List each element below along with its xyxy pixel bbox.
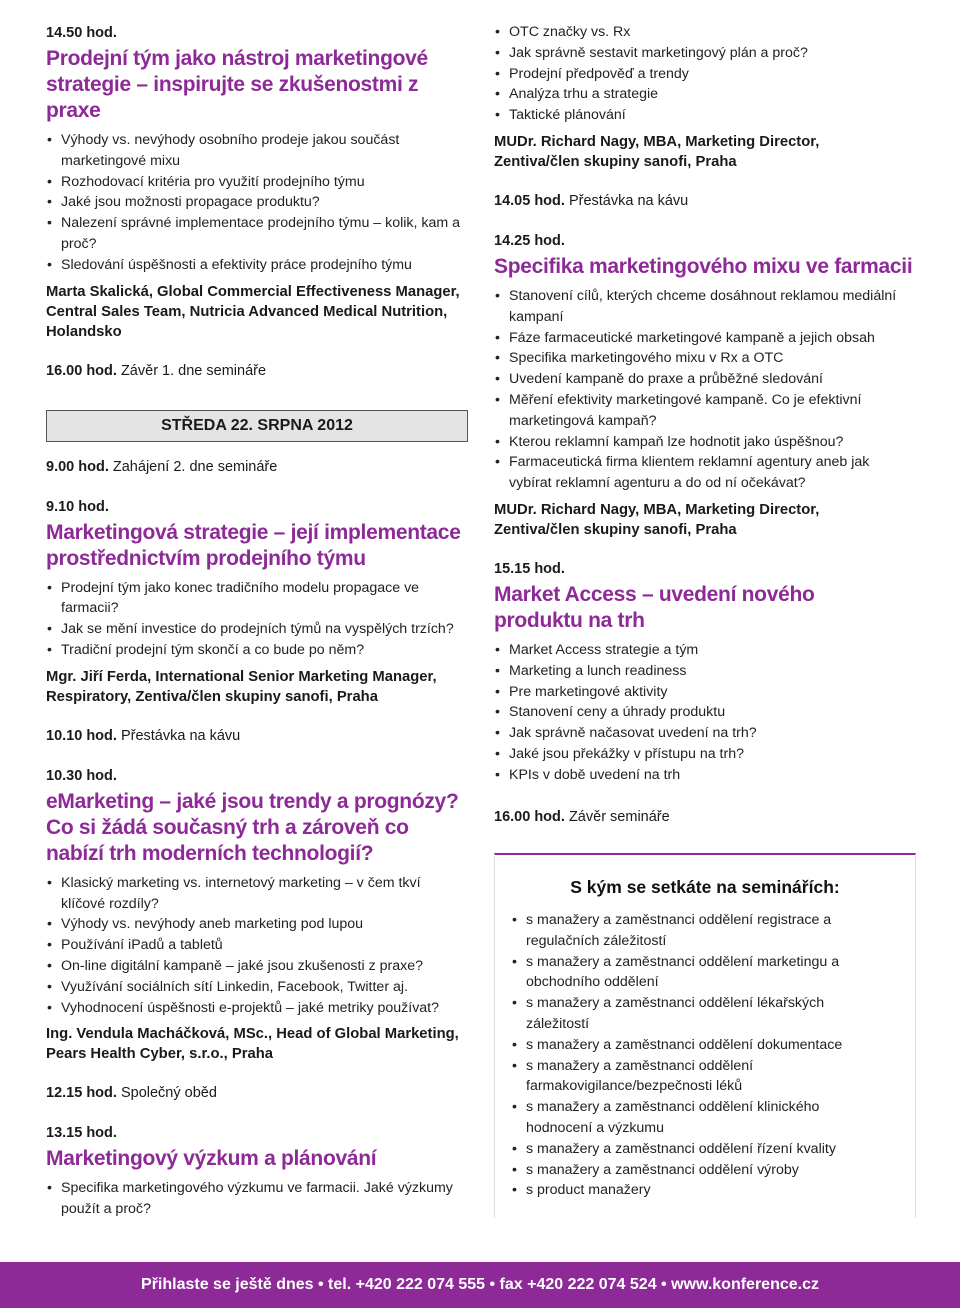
session-title: eMarketing – jaké jsou trendy a prognózy? Co si žádá současný trh a zároveň co nabízí trh moderních technologií? [46,789,459,865]
list-item: • Jak správně sestavit marketingový plán a proč? [494,43,918,64]
list-item: • On-line digitální kampaně – jaké jsou zkušenosti z praxe? [46,956,468,977]
list-item: • Fáze farmaceutické marketingové kampaně a jejich obsah [494,328,918,349]
bullet-list [46,578,468,661]
list-item: • Sledování úspěšnosti a efektivity práce prodejního týmu [46,255,468,276]
speaker: Ing. Vendula Macháčková, MSc., Head of Global Marketing, Pears Health Cyber, s.r.o., Praha [46,1026,459,1063]
list-item: • Farmaceutická firma klientem reklamní agentury aneb jak vybírat reklamní agenturu a do od ní očekávat? [494,452,889,494]
agenda-item: 10.10 hod. Přestávka na kávu [46,727,241,744]
list-item: • s manažery a zaměstnanci oddělení klinického hodnocení a výzkumu [511,1097,846,1139]
audience-title: S kým se setkáte na seminářích: [570,877,840,897]
session-title: Prodejní tým jako nástroj marketingové strategie – inspirujte se zkušenostmi z praxe [46,47,428,122]
session-title: Marketingová strategie – její implementace prostřednictvím prodejního týmu [46,520,461,570]
agenda-item: 16.00 hod. Závěr 1. dne semináře [46,362,267,379]
session-time: 9.10 hod. [46,498,109,515]
list-item: • Měření efektivity marketingové kampaně. Co je efektivní marketingová kampaň? [494,390,879,432]
day-heading: STŘEDA 22. SRPNA 2012 [46,410,468,442]
session-title: Specifika marketingového mixu ve farmacii [494,254,913,278]
list-item: • Taktické plánování [494,105,918,126]
session-time: 14.50 hod. [46,25,117,41]
left-column [46,24,468,1224]
session-time: 10.30 hod. [46,767,117,784]
list-item: • s manažery a zaměstnanci oddělení lékařských záležitostí [511,993,846,1035]
session-time: 13.15 hod. [46,1125,117,1142]
list-item: • Rozhodovací kritéria pro využití prodejního týmu [46,172,468,193]
list-item: • Stanovení cílů, kterých chceme dosáhnout reklamou mediální kampaní [494,286,918,328]
session-time: 15.15 hod. [494,560,565,577]
list-item: • Využívání sociálních sítí Linkedin, Facebook, Twitter aj. [46,977,468,998]
list-item: • s manažery a zaměstnanci oddělení výroby [511,1160,905,1181]
list-item: • Nalezení správné implementace prodejního týmu – kolik, kam a proč? [46,213,468,255]
right-column [494,22,918,830]
speaker: Marta Skalická, Global Commercial Effectiveness Manager, Central Sales Team, Nutricia Advanced Medical Nutrition, Holandsko [46,283,460,340]
bullet-list [46,130,468,276]
agenda-item: 9.00 hod. Zahájení 2. dne semináře [46,458,278,475]
bullet-list [494,22,918,126]
list-item: • Specifika marketingového výzkumu ve farmacii. Jaké výzkumy použít a proč? [46,1178,468,1220]
list-item: • OTC značky vs. Rx [494,22,918,43]
bullet-list [46,873,468,1019]
bullet-list [494,640,918,786]
list-item: • Stanovení ceny a úhrady produktu [494,702,918,723]
list-item: • Pre marketingové aktivity [494,682,918,703]
audience-box [494,853,916,1218]
list-item: • KPIs v době uvedení na trh [494,765,918,786]
list-item: • Prodejní tým jako konec tradičního modelu propagace ve farmacii? [46,578,421,620]
agenda-item: 14.05 hod. Přestávka na kávu [494,192,689,209]
list-item: • Výhody vs. nevýhody aneb marketing pod lupou [46,914,468,935]
list-item: • Tradiční prodejní tým skončí a co bude po něm? [46,640,468,661]
list-item: • Uvedení kampaně do praxe a průběžné sledování [494,369,918,390]
speaker: MUDr. Richard Nagy, MBA, Marketing Director, Zentiva/člen skupiny sanofi, Praha [494,133,820,170]
list-item: • Analýza trhu a strategie [494,84,918,105]
list-item: • Prodejní předpověď a trendy [494,64,918,85]
session-title: Market Access – uvedení nového produktu na trh [494,582,815,632]
bullet-list [494,286,918,494]
bullet-list [46,1178,468,1220]
speaker: Mgr. Jiří Ferda, International Senior Marketing Manager, Respiratory, Zentiva/člen skupiny sanofi, Praha [46,668,437,705]
session-title: Marketingový výzkum a plánování [46,1147,377,1171]
audience-list [511,910,905,1201]
list-item: • s manažery a zaměstnanci oddělení marketingu a obchodního oddělení [511,952,846,994]
agenda-item: 12.15 hod. Společný oběd [46,1085,217,1102]
list-item: • s product manažery [511,1180,905,1201]
list-item: • Jak správně načasovat uvedení na trh? [494,723,918,744]
list-item: • s manažery a zaměstnanci oddělení řízení kvality [511,1139,905,1160]
list-item: • Marketing a lunch readiness [494,661,918,682]
list-item: • Klasický marketing vs. internetový marketing – v čem tkví klíčové rozdíly? [46,873,441,915]
list-item: • Specifika marketingového mixu v Rx a OTC [494,348,918,369]
list-item: • Vyhodnocení úspěšnosti e-projektů – jaké metriky používat? [46,998,468,1019]
list-item: • Jaké jsou překážky v přístupu na trh? [494,744,918,765]
list-item: • Kterou reklamní kampaň lze hodnotit jako úspěšnou? [494,432,918,453]
session-time: 14.25 hod. [494,232,565,249]
footer-bar: Přihlaste se ještě dnes • tel. +420 222 074 555 • fax +420 222 074 524 • www.konference.cz [0,1262,960,1308]
list-item: • s manažery a zaměstnanci oddělení farmakovigilance/bezpečnosti léků [511,1056,786,1098]
list-item: • s manažery a zaměstnanci oddělení registrace a regulačních záležitostí [511,910,836,952]
list-item: • Jak se mění investice do prodejních týmů na vyspělých trzích? [46,619,468,640]
list-item: • s manažery a zaměstnanci oddělení dokumentace [511,1035,905,1056]
list-item: • Výhody vs. nevýhody osobního prodeje jakou součást marketingové mixu [46,130,468,172]
list-item: • Používání iPadů a tabletů [46,935,468,956]
list-item: • Market Access strategie a tým [494,640,918,661]
speaker: MUDr. Richard Nagy, MBA, Marketing Director, Zentiva/člen skupiny sanofi, Praha [494,501,820,538]
list-item: • Jaké jsou možnosti propagace produktu? [46,192,468,213]
agenda-item: 16.00 hod. Závěr semináře [494,808,670,825]
